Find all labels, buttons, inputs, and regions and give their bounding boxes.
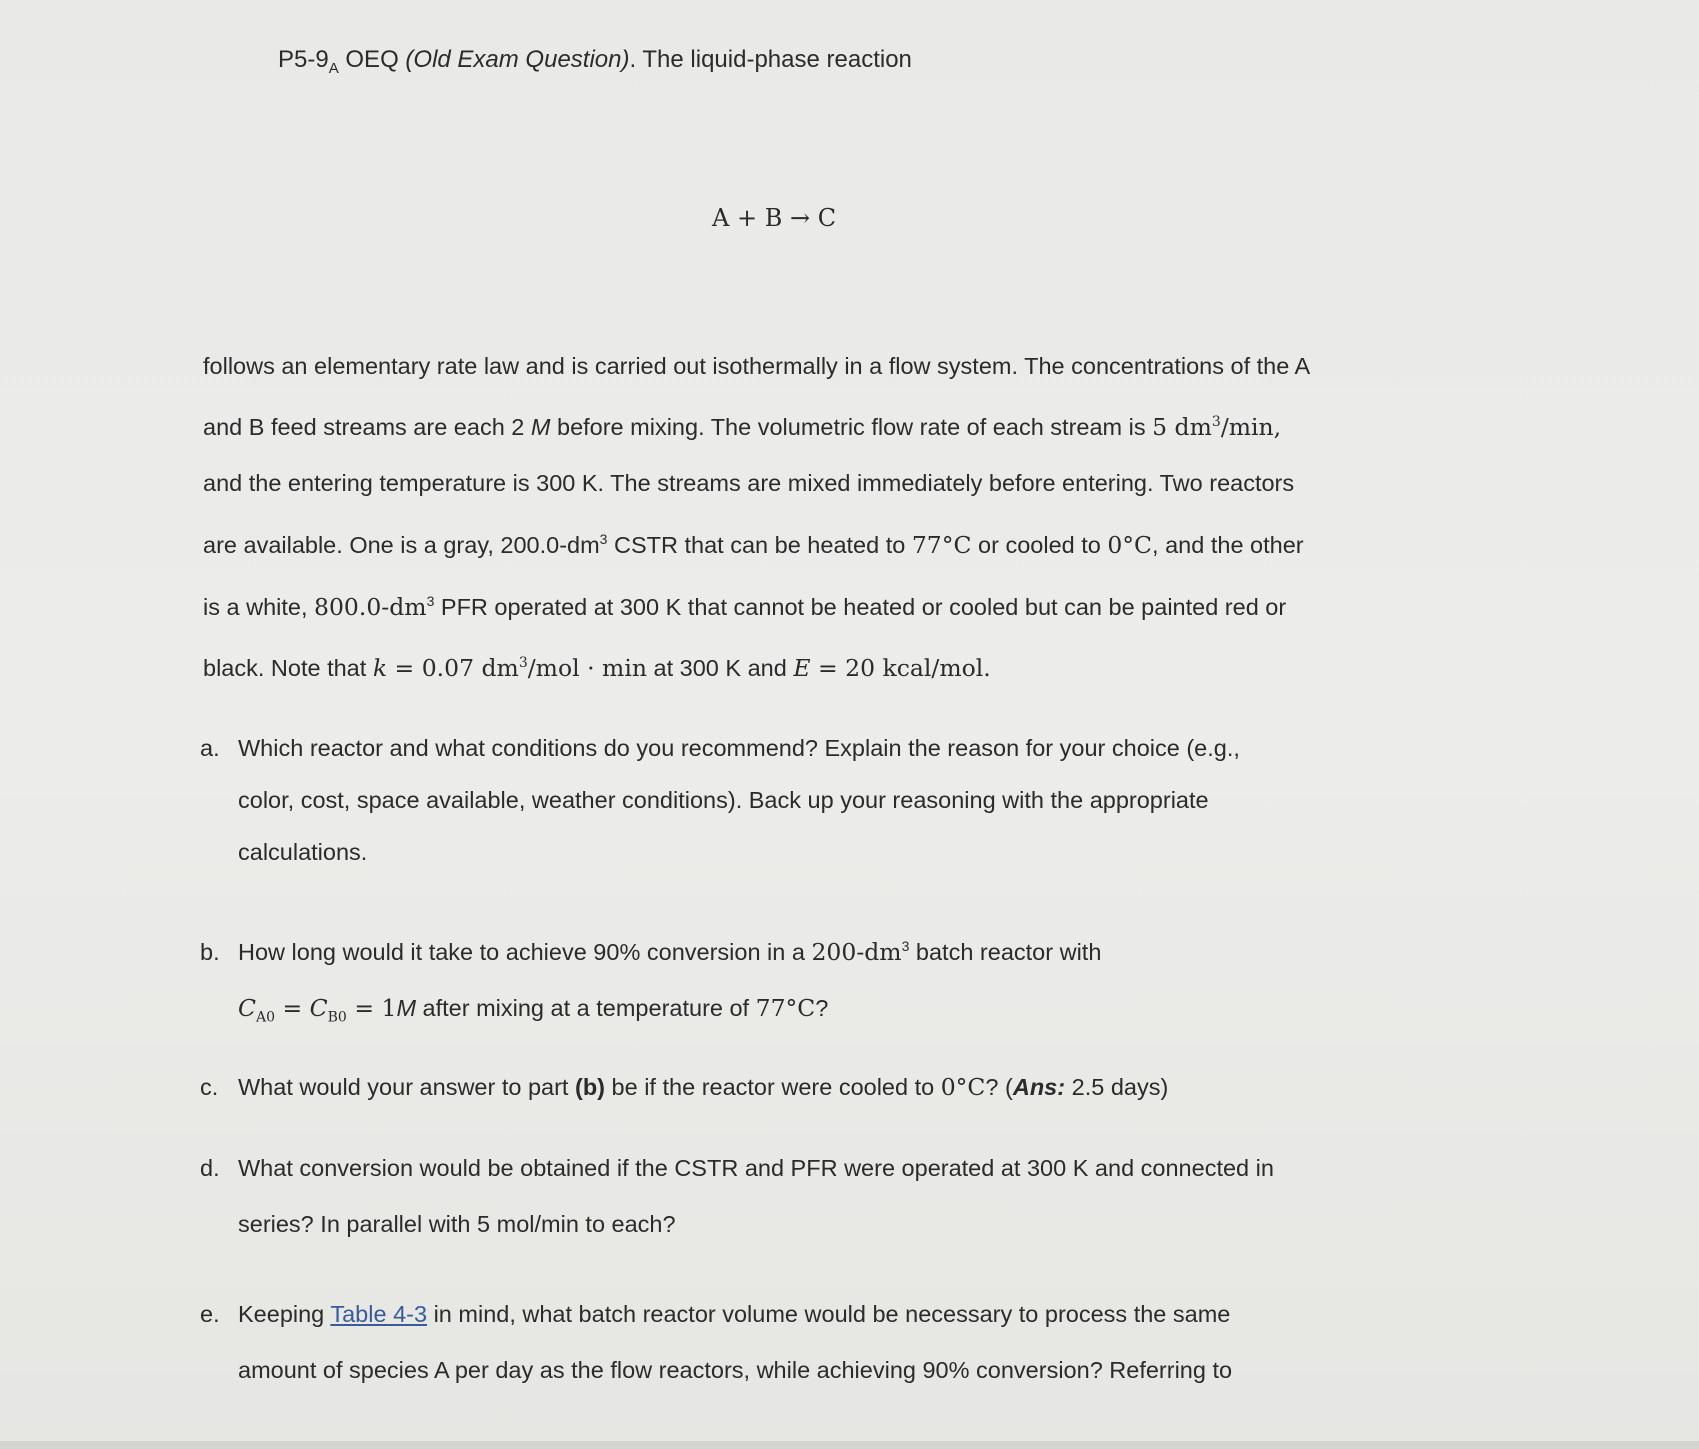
- temperature: 0°C: [1107, 531, 1153, 559]
- text: How long would it take to achieve 90% conversion in a: [238, 939, 812, 965]
- item-marker: e.: [200, 1301, 220, 1327]
- answer-value: 2.5 days): [1065, 1074, 1169, 1100]
- statement-line-2: [203, 394, 1353, 455]
- text: or cooled to: [971, 532, 1108, 558]
- symbol: k: [372, 654, 388, 682]
- question-a: [200, 722, 1350, 878]
- temperature: 77°C: [911, 531, 972, 559]
- reaction-equation: A + B → C: [712, 204, 837, 232]
- symbol: E: [793, 654, 811, 682]
- item-marker: a.: [200, 735, 220, 761]
- text: /mol · min: [527, 654, 647, 682]
- page-bottom-edge: [0, 1441, 1699, 1449]
- rate-constant: [373, 654, 647, 682]
- text: ?: [815, 995, 829, 1021]
- temperature: 0°C: [940, 1073, 986, 1101]
- symbol: C: [309, 994, 328, 1022]
- exponent: 3: [901, 938, 910, 954]
- answer-label: Ans:: [1012, 1074, 1066, 1100]
- pfr-volume: 800.0-dm: [314, 593, 427, 621]
- item-marker: c.: [200, 1074, 219, 1100]
- question-c-line-1: [200, 1062, 1350, 1112]
- question-d-line-1: [200, 1140, 1350, 1196]
- problem-statement: [203, 338, 1353, 696]
- text: at 300 K and: [646, 655, 794, 681]
- subscript: B0: [327, 1009, 347, 1026]
- question-a-line-3: calculations.: [238, 839, 368, 865]
- text: Keeping: [238, 1301, 331, 1327]
- question-e: [200, 1286, 1350, 1398]
- molar-unit: M: [396, 995, 417, 1021]
- text: What would your answer to part: [238, 1074, 575, 1100]
- exponent: 3: [426, 593, 435, 609]
- molar-unit: M: [530, 414, 551, 440]
- item-marker: d.: [200, 1155, 220, 1181]
- question-a-line-1: [200, 722, 1350, 774]
- problem-tag: OEQ: [345, 46, 399, 73]
- problem-header: [278, 46, 912, 77]
- question-b: [200, 918, 1350, 1046]
- statement-line-4: [203, 511, 1353, 573]
- text: before mixing. The volumetric flow rate of each stream is: [550, 414, 1153, 440]
- activation-energy: [793, 654, 990, 682]
- text: = 20 kcal/mol.: [810, 654, 991, 682]
- problem-subscript: A: [328, 59, 339, 77]
- text: ? (: [985, 1074, 1013, 1100]
- batch-volume: 200-dm: [811, 938, 902, 966]
- question-b-line-1: [200, 918, 1350, 980]
- statement-line-5: [203, 573, 1353, 635]
- table-4-3-link[interactable]: Table 4-3: [330, 1301, 428, 1327]
- exponent: 3: [518, 655, 528, 671]
- temperature: 77°C: [755, 994, 816, 1022]
- question-e-line-1: [200, 1286, 1350, 1342]
- subscript: A0: [255, 1009, 276, 1026]
- text: PFR operated at 300 K that cannot be heated or cooled but can be painted red or: [434, 594, 1287, 620]
- text: , and the other: [1152, 532, 1304, 558]
- question-b-line-2: [200, 980, 1350, 1046]
- text: What conversion would be obtained if the CSTR and PFR were operated at 300 K and connected in: [238, 1155, 1274, 1181]
- problem-tag-note: (Old Exam Question): [405, 46, 630, 73]
- problem-intro: . The liquid-phase reaction: [629, 46, 912, 73]
- text: after mixing at a temperature of: [416, 995, 756, 1021]
- question-d-line-2: series? In parallel with 5 mol/min to each?: [238, 1211, 676, 1237]
- part-reference: (b): [575, 1074, 606, 1100]
- question-c: [200, 1062, 1350, 1112]
- statement-line-1: follows an elementary rate law and is carried out isothermally in a flow system. The concentrations of the A: [203, 353, 1311, 379]
- flow-rate: [1152, 413, 1281, 441]
- statement-line-6: [203, 635, 1353, 696]
- question-d: [200, 1140, 1350, 1252]
- text: = 1: [346, 994, 397, 1022]
- exponent: 3: [1211, 414, 1221, 430]
- question-a-line-2: color, cost, space available, weather conditions). Back up your reasoning with the appropriate: [238, 787, 1209, 813]
- text: = 0.07 dm: [387, 654, 519, 682]
- symbol: C: [238, 994, 256, 1022]
- text: CSTR that can be heated to: [607, 532, 912, 558]
- problem-number: P5-9: [278, 46, 329, 73]
- text: be if the reactor were cooled to: [605, 1074, 941, 1100]
- statement-line-3: and the entering temperature is 300 K. The streams are mixed immediately before entering. Two reactors: [203, 470, 1295, 496]
- text: is a white,: [203, 594, 315, 620]
- text: batch reactor with: [909, 939, 1102, 965]
- text: in mind, what batch reactor volume would be necessary to process the same: [427, 1301, 1231, 1327]
- text: /min,: [1220, 413, 1282, 441]
- text: 5 dm: [1152, 413, 1212, 441]
- initial-concentrations: [238, 994, 397, 1026]
- text: are available. One is a gray, 200.0-dm: [203, 532, 600, 558]
- item-marker: b.: [200, 939, 220, 965]
- text: black. Note that: [203, 655, 373, 681]
- exponent: 3: [599, 531, 608, 547]
- text: Which reactor and what conditions do you recommend? Explain the reason for your choice (e.g.,: [238, 735, 1240, 761]
- text: =: [275, 994, 310, 1022]
- question-e-line-2: amount of species A per day as the flow reactors, while achieving 90% conversion? Referring to: [238, 1357, 1233, 1383]
- text: and B feed streams are each 2: [203, 414, 531, 440]
